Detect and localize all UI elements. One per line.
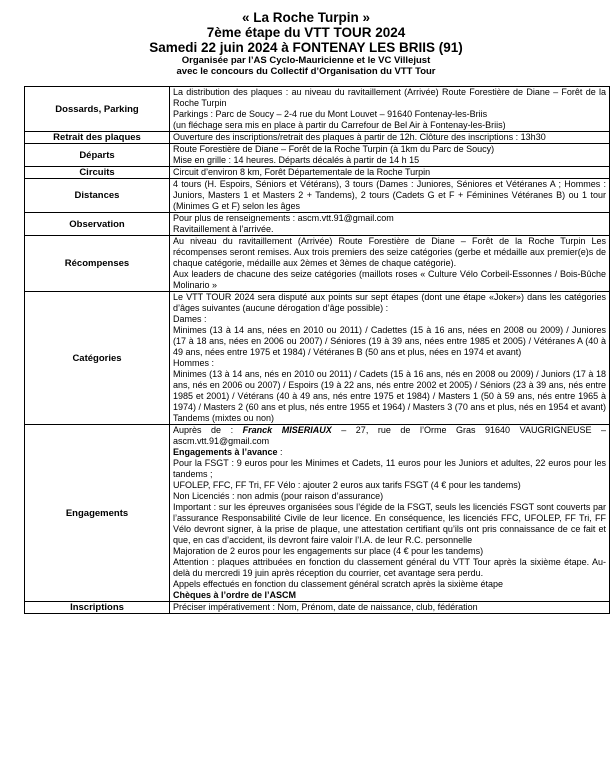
text-line: 4 tours (H. Espoirs, Séniors et Vétérans), 3 tours (Dames : Juniores, Séniores et Vétéranes A ; Hommes : Juniors, Masters 1 et Masters 2 + Tandems), 2 tours (Cadets G et F + Féminines Vétéranes B) ou 1 tour (Minimes G et F) selon les âges [173, 179, 606, 211]
row-label: Observation [25, 213, 170, 236]
row-dossards [25, 87, 610, 132]
text-line: Pour la FSGT : 9 euros pour les Minimes et Cadets, 11 euros pour les Juniors et adultes, 22 euros pour les tandems ; [173, 458, 606, 479]
info-table [24, 86, 610, 614]
row-content [170, 144, 610, 167]
text-line: Le VTT TOUR 2024 sera disputé aux points sur sept étapes (dont une étape «Joker») dans les catégories d’âges suivantes (aucune dérogation d’âge possible) : [173, 292, 606, 313]
row-label: Récompenses [25, 236, 170, 292]
text-line: Important : sur les épreuves organisées sous l’égide de la FSGT, seuls les licenciés FSGT sont couverts par l’assurance Responsabilité Civile de leur licence. En conséquence, les licenciés FFC, UFOLEP, FF Tri, FF Vélo devront signer, à la prise de plaque, une attestation certifiant qu’ils ont pris connaissance de ce fait et que, en cas d’accident, ils devront faire valoir l’I.A. de leur R.C. personnelle [173, 502, 606, 545]
row-departs [25, 144, 610, 167]
text-line: Au niveau du ravitaillement (Arrivée) Route Forestière de Diane – Forêt de la Roche Turpin Les récompenses seront remises. Aux trois premiers des seize catégories (gerbe et médaille aux premier(e)s de chaque catégorie, médaille aux 2èmes et 3èmes de chaque catégorie). [173, 236, 606, 268]
event-stage: 7ème étape du VTT TOUR 2024 [206, 25, 406, 40]
row-content [170, 425, 610, 602]
contact-name: Franck MISERIAUX [242, 425, 332, 435]
text-line: Majoration de 2 euros pour les engagements sur place (4 € pour les tandems) [173, 546, 484, 556]
contact-prefix: Auprès de : [173, 425, 243, 435]
row-label: Engagements [25, 425, 170, 602]
row-label: Dossards, Parking [25, 87, 170, 132]
text-line: Appels effectués en fonction du classement général scratch après la sixième étape [173, 579, 504, 589]
row-content [170, 602, 610, 614]
row-content [170, 179, 610, 213]
row-recompenses [25, 236, 610, 292]
text-line: Dames : [173, 314, 207, 324]
event-organizers: Organisée par l’AS Cyclo-Mauricienne et le VC Villejust [181, 55, 431, 66]
advance-heading: Engagements à l’avance [173, 447, 278, 457]
row-retrait [25, 132, 610, 144]
text-line: Hommes : [173, 358, 215, 368]
text-line: Pour plus de renseignements : ascm.vtt.91@gmail.com [173, 213, 394, 223]
cheque-note: Chèques à l’ordre de l’ASCM [173, 590, 297, 600]
advance-colon: : [277, 447, 283, 457]
contact-line [173, 425, 606, 447]
row-label: Distances [25, 179, 170, 213]
row-inscriptions [25, 602, 610, 614]
event-date-location: Samedi 22 juin 2024 à FONTENAY LES BRIIS (91) [149, 40, 463, 55]
text-line: La distribution des plaques : au niveau du ravitaillement (Arrivée) Route Forestière de Diane – Forêt de la Roche Turpin [173, 87, 606, 108]
row-label: Circuits [25, 167, 170, 179]
text-line: Ravitaillement à l’arrivée. [173, 224, 274, 234]
text-line: Attention : plaques attribuées en fonction du classement général du VTT Tour après la sixième étape. Au-delà du mercredi 19 juin après réception du courrier, cet avantage sera perdu. [173, 557, 606, 578]
text-line: Ouverture des inscriptions/retrait des plaques à partir de 12h. Clôture des inscriptions : 13h30 [173, 132, 546, 142]
text-line: UFOLEP, FFC, FF Tri, FF Vélo : ajouter 2 euros aux tarifs FSGT (4 € pour les tandems) [173, 480, 521, 490]
row-label: Départs [25, 144, 170, 167]
text-line: Minimes (13 à 14 ans, nés en 2010 ou 2011) / Cadets (15 à 16 ans, nés en 2008 ou 2009) / Juniors (17 à 18 ans, nés en 2006 ou 2007) / Espoirs (19 à 22 ans, nés entre 2002 et 2005) / Séniors (23 à 39 ans, nés entre 1985 et 2001) / Vétérans (40 à 49 ans, nés entre 1975 et 1984) / Masters 1 (50 à 59 ans, nés entre 1965 à 1974) / Masters 2 (60 ans et plus, nés entre 1955 et 1964) / Masters 3 (70 ans et plus, nés en 1954 et avant) Tandems (mixtes ou non) [173, 369, 606, 423]
row-label: Retrait des plaques [25, 132, 170, 144]
event-title: « La Roche Turpin » [241, 10, 371, 25]
row-content [170, 167, 610, 179]
row-distances [25, 179, 610, 213]
text-line: Mise en grille : 14 heures. Départs décalés à partir de 14 h 15 [173, 155, 420, 165]
event-collective: avec le concours du Collectif d’Organisation du VTT Tour [176, 66, 436, 77]
text-line: Minimes (13 à 14 ans, nées en 2010 ou 2011) / Cadettes (15 à 16 ans, nées en 2008 ou 2009) / Juniores (17 à 18 ans, nées en 2006 ou 2007) / Séniores (19 à 39 ans, nées entre 1985 et 2005) / Vétéranes A (40 à 49 ans, nées entre 1975 et 1984) / Vétéranes B (50 ans et plus, nées en 1974 et avant) [173, 325, 606, 357]
row-content [170, 87, 610, 132]
text-line: Circuit d’environ 8 km, Forêt Départementale de la Roche Turpin [173, 167, 431, 177]
advance-line [173, 447, 606, 458]
text-line: (un fléchage sera mis en place à partir du Carrefour de Bel Air à Fontenay-les-Briis) [173, 120, 506, 130]
row-label: Inscriptions [25, 602, 170, 614]
row-categories [25, 292, 610, 425]
row-label: Catégories [25, 292, 170, 425]
row-content [170, 292, 610, 425]
row-engagements [25, 425, 610, 602]
text-line: Parkings : Parc de Soucy – 2-4 rue du Mont Louvet – 91640 Fontenay-les-Briis [173, 109, 488, 119]
text-line: Préciser impérativement : Nom, Prénom, date de naissance, club, fédération [173, 602, 478, 612]
row-content [170, 236, 610, 292]
text-line: Route Forestière de Diane – Forêt de la Roche Turpin (à 1km du Parc de Soucy) [173, 144, 495, 154]
row-content [170, 132, 610, 144]
contact-address: – 27, rue de l’Orme Gras 91640 VAUGRIGNEUSE – ascm.vtt.91@gmail.com [173, 425, 606, 446]
text-line: Aux leaders de chacune des seize catégories (maillots roses « Culture Vélo Corbeil-Essonnes / Bois-Bûche Molinario » [173, 269, 606, 290]
row-observation [25, 213, 610, 236]
row-circuits [25, 167, 610, 179]
text-line: Non Licenciés : non admis (pour raison d’assurance) [173, 491, 384, 501]
row-content [170, 213, 610, 236]
document-header [0, 0, 612, 77]
